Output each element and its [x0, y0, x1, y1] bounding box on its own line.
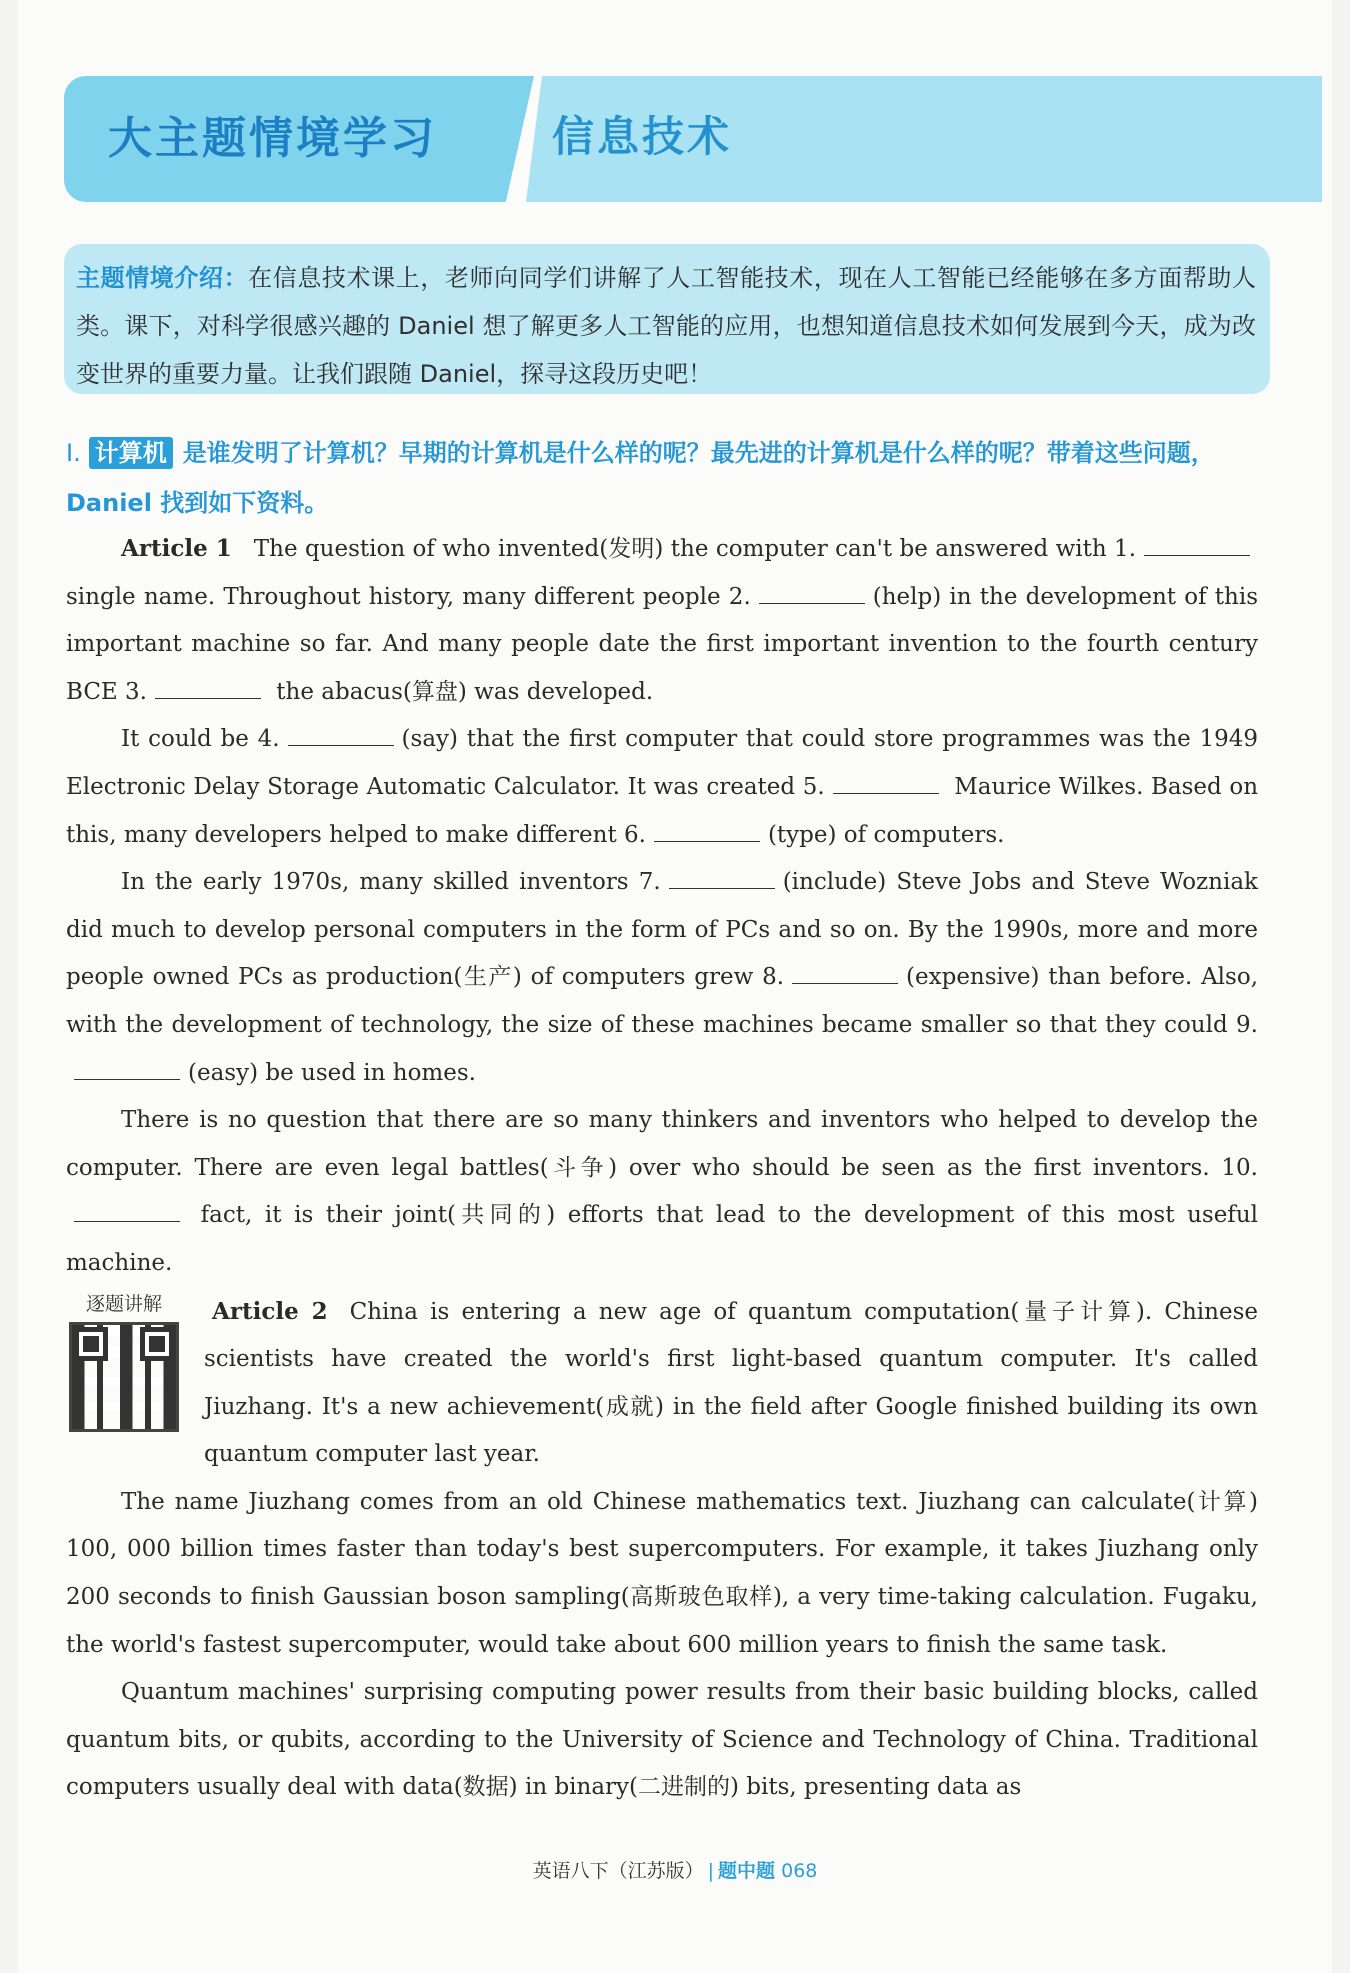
article1-para-3 — [66, 859, 1258, 1097]
qr-block[interactable] — [64, 1292, 184, 1442]
blank-2[interactable] — [759, 581, 865, 604]
footer-book: 英语八下（江苏版） — [532, 1860, 704, 1882]
text-run: (expensive) than before. Also, with the development of technology, the size of these machines became smaller so that they could 9. — [66, 964, 1259, 1038]
blank-4[interactable] — [288, 723, 394, 746]
text-run: (say) that the first computer that could store programmes was the 1949 Electronic Delay Storage Automatic Calculator. It was created 5. — [66, 726, 1259, 800]
question-tag: 计算机 — [89, 437, 173, 469]
article2-para-2: The name Jiuzhang comes from an old Chinese mathematics text. Jiuzhang can calculate(计算) 100, 000 billion times faster than today's best supercomputers. For example, it takes Jiuzhang only 200 seconds to finish Gaussian boson sampling(高斯玻色取样), a very time-taking calculation. Fugaku, the world's fastest supercomputer, would take about 600 million years to finish the same task. — [66, 1488, 1258, 1658]
header-banner — [64, 76, 1322, 202]
blank-5[interactable] — [833, 771, 939, 794]
intro-box — [64, 244, 1270, 394]
page-footer — [0, 1856, 1350, 1883]
text-run: In the early 1970s, many skilled inventors 7. — [121, 869, 661, 896]
blank-1[interactable] — [1144, 533, 1250, 556]
text-run: It could be 4. — [121, 726, 280, 753]
blank-8[interactable] — [792, 961, 898, 984]
article2-para-3: Quantum machines' surprising computing power results from their basic building blocks, called quantum bits, or qubits, according to the University of Science and Technology of China. Traditional computers usually deal with data(数据) in binary(二进制的) bits, presenting data as — [66, 1679, 1258, 1801]
article1-label: Article 1 — [121, 535, 232, 562]
article1-para-4 — [66, 1097, 1258, 1287]
page-title: 大主题情境学习 — [108, 113, 437, 164]
text-run: fact, it is their joint(共同的) efforts that lead to the development of this most useful machine. — [66, 1202, 1258, 1276]
footer-section: 题中题 — [718, 1860, 776, 1882]
text-run: (help) in the development of this important machine so far. And many people date the first important invention to the fourth century BCE 3. — [66, 583, 1258, 705]
page-subtitle: 信息技术 — [552, 112, 733, 161]
article-body — [66, 525, 1258, 1812]
blank-9[interactable] — [74, 1057, 180, 1080]
blank-3[interactable] — [155, 676, 261, 699]
article2-label: Article 2 — [212, 1297, 328, 1325]
blank-10[interactable] — [74, 1199, 180, 1222]
text-run: (type) of computers. — [767, 821, 1005, 848]
text-run: There is no question that there are so many thinkers and inventors who helped to develop the computer. There are even legal battles(斗争) over who should be seen as the first inventors. 10. — [66, 1107, 1258, 1181]
footer-separator: | — [707, 1860, 715, 1882]
text-run: (include) Steve Jobs and Steve Wozniak did much to develop personal computers in the form of PCs and so on. By the 1990s, more and more people owned PCs as production(生产) of computers grew 8. — [66, 869, 1258, 991]
blank-7[interactable] — [669, 866, 775, 889]
question-number: Ⅰ. — [66, 439, 81, 467]
article2-para-1 — [66, 1288, 1258, 1479]
question-heading — [66, 428, 1264, 528]
blank-6[interactable] — [654, 819, 760, 842]
qr-code-icon[interactable] — [69, 1322, 179, 1432]
text-run: single name. Throughout history, many different people 2. — [66, 583, 751, 610]
question-text: 是谁发明了计算机？早期的计算机是什么样的呢？最先进的计算机是什么样的呢？带着这些问题，Daniel 找到如下资料。 — [66, 439, 1215, 517]
text-run: (easy) be used in homes. — [188, 1059, 476, 1086]
qr-label: 逐题讲解 — [85, 1292, 162, 1315]
article1-para-2 — [66, 716, 1258, 859]
text-run: Maurice Wilkes. Based on this, many developers helped to make different 6. — [66, 773, 1259, 848]
intro-text: 在信息技术课上，老师向同学们讲解了人工智能技术，现在人工智能已经能够在多方面帮助人类。课下，对科学很感兴趣的 Daniel 想了解更多人工智能的应用，也想知道信息技术如何发展到今天，成为改变世界的重要力量。让我们跟随 Daniel，探寻这段历史吧！ — [76, 264, 1256, 388]
article1-para-1 — [66, 525, 1258, 716]
text-run: The question of who invented(发明) the computer can't be answered with 1. — [253, 536, 1136, 562]
text-run: China is entering a new age of quantum computation(量子计算). Chinese scientists have created the world's first light-based quantum computer. It's called Jiuzhang. It's a new achievement(成就) in the field after Google finished building its own quantum computer last year. — [204, 1298, 1258, 1468]
page-number: 068 — [781, 1860, 818, 1882]
text-run: the abacus(算盘) was developed. — [268, 678, 654, 705]
intro-label: 主题情境介绍： — [76, 264, 249, 292]
